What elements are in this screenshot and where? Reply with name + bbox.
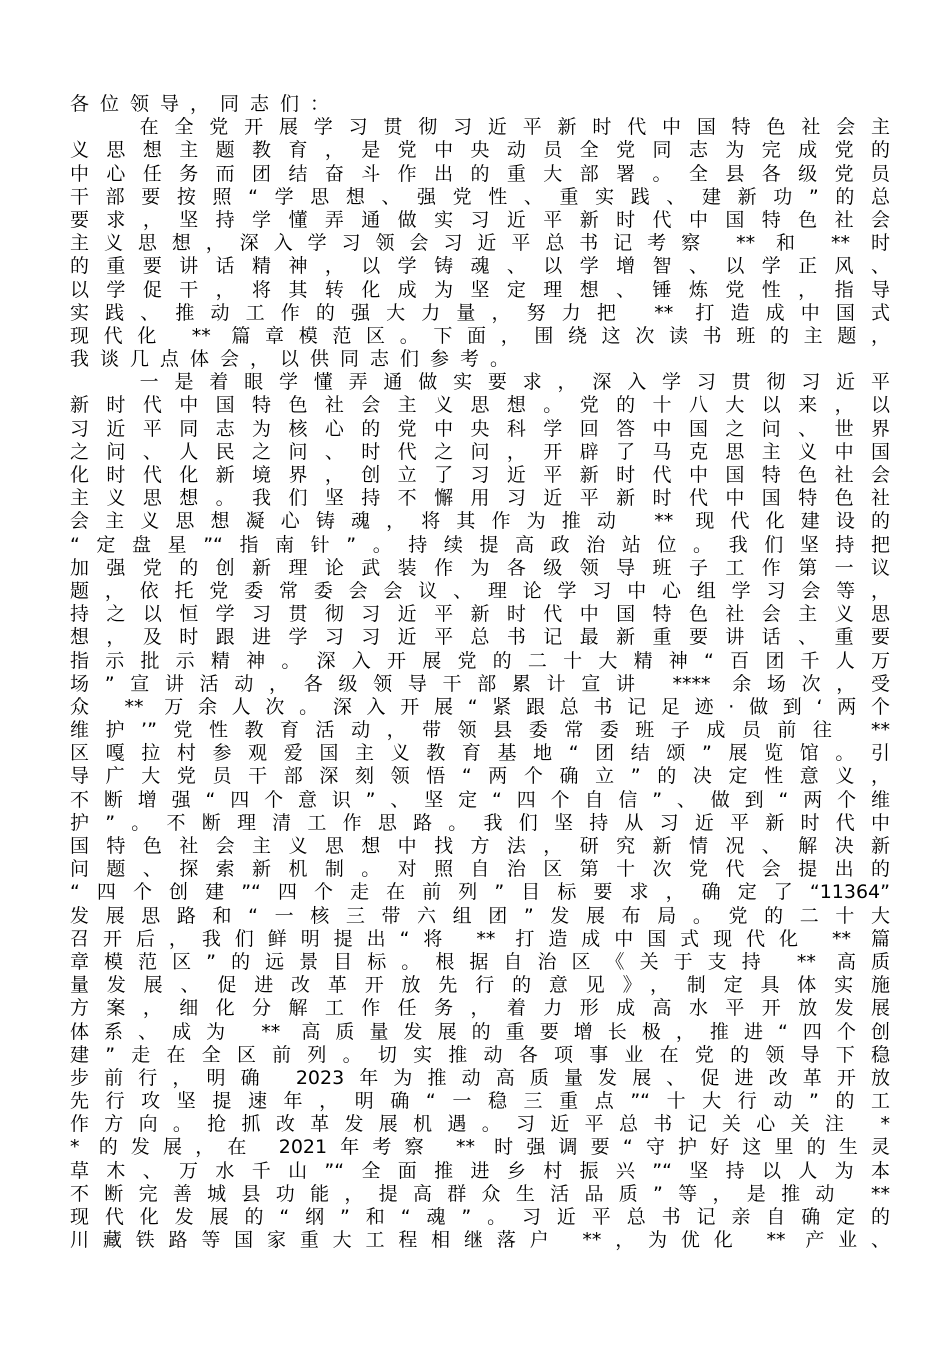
text-line: 持之以恒学习贯彻习近平新时代中国特色社会主义思 bbox=[70, 603, 890, 626]
text-line: 不断增强“四个意识”、坚定“四个自信”、做到“两个维 bbox=[70, 788, 890, 811]
text-line: 以学促干，将其转化成为坚定理想、锤炼党性，指导 bbox=[70, 278, 890, 301]
text-line: 不断完善城县功能，提高群众生活品质”等，是推动 ** bbox=[70, 1182, 890, 1205]
text-line: 想，及时跟进学习习近平总书记最新重要讲话、重要 bbox=[70, 626, 890, 649]
text-line: 化时代化新境界，创立了习近平新时代中国特色社会 bbox=[70, 464, 890, 486]
text-line: 体系、成为 ** 高质量发展的重要增长极，推进“四个创 bbox=[70, 1020, 890, 1043]
text-line: 加强党的创新理论武装作为各级领导班子工作第一议 bbox=[70, 556, 890, 579]
text-line: 建”走在全区前列。切实推动各项事业在党的领导下稳 bbox=[70, 1043, 890, 1066]
text-line: 在全党开展学习贯彻习近平新时代中国特色社会主 bbox=[70, 116, 890, 139]
text-line: 会主义思想凝心铸魂，将其作为推动 ** 现代化建设的 bbox=[70, 510, 890, 533]
text-line: 川藏铁路等国家重大工程相继落户 **，为优化 ** 产业、 bbox=[70, 1229, 890, 1252]
text-line: 中心任务而团结奋斗作出的重大部署。全县各级党员 bbox=[70, 162, 890, 185]
text-line: 国特色社会主义思想中找方法，研究新情况、解决新 bbox=[70, 835, 890, 857]
text-line: 召开后，我们鲜明提出“将 ** 打造成中国式现代化 ** 篇 bbox=[70, 927, 890, 950]
text-line: 步前行，明确 2023年为推动高质量发展、促进改革开放 bbox=[70, 1066, 890, 1089]
text-line: 现代化发展的“纲”和“魂”。习近平总书记亲自确定的 bbox=[70, 1206, 890, 1228]
text-line: 发展思路和“一核三带六组团”发展布局。党的二十大 bbox=[70, 904, 890, 927]
text-line: 量发展、促进改革开放先行的意见》，制定具体实施 bbox=[70, 974, 890, 997]
text-line: 草木、万水千山”“全面推进乡村振兴”“坚持以人为本 bbox=[70, 1159, 890, 1182]
text-line: 实践、推动工作的强大力量，努力把 ** 打造成中国式 bbox=[70, 301, 890, 324]
text-line: 干部要按照“学思想、强党性、重实践、建新功”的总 bbox=[70, 185, 890, 208]
text-line: * 的发展，在 2021年考察 ** 时强调要“守护好这里的生灵 bbox=[70, 1136, 890, 1159]
text-line: 主义思想，深入学习领会习近平总书记考察 ** 和 ** 时 bbox=[70, 232, 890, 255]
text-line: 题，依托党委常委会会议、理论学习中心组学习会等， bbox=[70, 579, 890, 602]
text-line: “定盘星”“指南针”。持续提高政治站位。我们坚持把 bbox=[70, 533, 890, 556]
text-line: 章模范区”的远景目标。根据自治区《关于支持 ** 高质 bbox=[70, 950, 890, 973]
text-line: 方案，细化分解工作任务，着力形成高水平开放发展 bbox=[70, 997, 890, 1020]
text-line: 要求，坚持学懂弄通做实习近平新时代中国特色社会 bbox=[70, 208, 890, 231]
text-line: 义思想主题教育，是党中央动员全党同志为完成党的 bbox=[70, 139, 890, 162]
text-line: 指示批示精神。深入开展党的二十大精神“百团千人万 bbox=[70, 649, 890, 672]
text-line: 主义思想。我们坚持不懈用习近平新时代中国特色社 bbox=[70, 487, 890, 510]
text-line: 一是着眼学懂弄通做实要求，深入学习贯彻习近平 bbox=[70, 371, 890, 394]
text-line: 问题、探索新机制。对照自治区第十次党代会提出的 bbox=[70, 858, 890, 881]
text-line: 导广大党员干部深刻领悟“两个确立”的决定性意义， bbox=[70, 765, 890, 788]
text-line: 区嘎拉村参观爱国主义教育基地“团结颂”展览馆。引 bbox=[70, 742, 890, 765]
text-line: 护”。不断理清工作思路。我们坚持从习近平新时代中 bbox=[70, 811, 890, 834]
text-line: 先行攻坚提速年，明确“一稳三重点”“十大行动”的工 bbox=[70, 1090, 890, 1113]
text-line: “四个创建”“四个走在前列”目标要求，确定了“11364” bbox=[70, 881, 890, 904]
text-line: 习近平同志为核心的党中央科学回答中国之问、世界 bbox=[70, 417, 890, 440]
document-body bbox=[70, 93, 890, 1252]
text-line: 现代化 ** 篇章模范区。下面，围绕这次读书班的主题， bbox=[70, 324, 890, 347]
text-line: 我谈几点体会，以供同志们参考。 bbox=[70, 348, 521, 371]
text-line: 维护’”党性教育活动，带领县委常委班子成员前往 ** bbox=[70, 719, 890, 742]
text-line: 之问、人民之问、时代之问，开辟了马克思主义中国 bbox=[70, 440, 890, 463]
text-line: 各位领导，同志们： bbox=[70, 93, 341, 115]
text-line: 场”宣讲活动，各级领导干部累计宣讲 **** 余场次，受 bbox=[70, 672, 890, 695]
text-line: 的重要讲话精神，以学铸魂、以学增智、以学正风、 bbox=[70, 255, 890, 278]
text-line: 新时代中国特色社会主义思想。党的十八大以来，以 bbox=[70, 394, 890, 417]
text-line: 作方向。抢抓改革发展机遇。习近平总书记关心关注 * bbox=[70, 1113, 890, 1136]
text-line: 众 ** 万余人次。深入开展“紧跟总书记足迹·做到‘两个 bbox=[70, 695, 890, 718]
